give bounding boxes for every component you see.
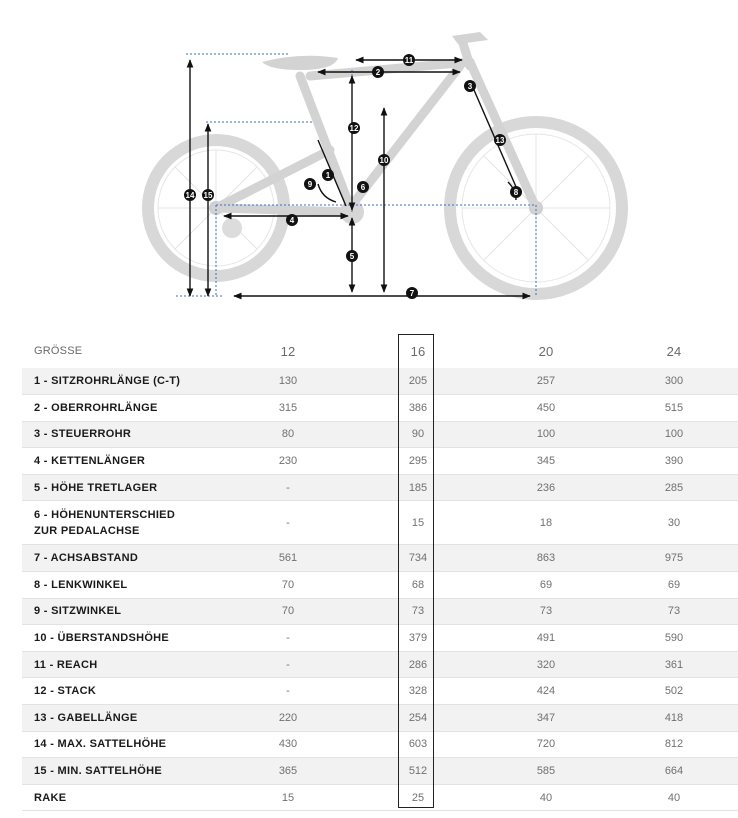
cell-size-24: 590 <box>610 625 738 652</box>
cell-size-20: 18 <box>482 501 610 545</box>
row-label: RAKE <box>22 784 222 811</box>
row-label: 7 - ACHSABSTAND <box>22 545 222 572</box>
cell-size-20: 100 <box>482 421 610 448</box>
cell-size-16: 205 <box>354 368 482 395</box>
cell-size-24: 69 <box>610 572 738 599</box>
cell-size-16: 603 <box>354 731 482 758</box>
cell-size-20: 345 <box>482 448 610 475</box>
geometry-table <box>22 334 738 811</box>
cell-size-20: 257 <box>482 368 610 395</box>
cell-size-20: 424 <box>482 678 610 705</box>
cell-size-16: 68 <box>354 572 482 599</box>
row-label: 10 - ÜBERSTANDSHÖHE <box>22 625 222 652</box>
cell-size-16: 25 <box>354 784 482 811</box>
cell-size-12: - <box>222 651 354 678</box>
table-row <box>22 448 738 475</box>
marker-11: 11 <box>404 56 414 65</box>
cell-size-12: 220 <box>222 705 354 732</box>
row-label: 9 - SITZWINKEL <box>22 598 222 625</box>
row-label: 5 - HÖHE TRETLAGER <box>22 474 222 501</box>
cell-size-16: 328 <box>354 678 482 705</box>
cell-size-12: 430 <box>222 731 354 758</box>
table-row <box>22 758 738 785</box>
cell-size-20: 585 <box>482 758 610 785</box>
cell-size-20: 320 <box>482 651 610 678</box>
cell-size-12: 230 <box>222 448 354 475</box>
cell-size-12: 315 <box>222 395 354 422</box>
cell-size-20: 720 <box>482 731 610 758</box>
row-label: 15 - MIN. SATTELHÖHE <box>22 758 222 785</box>
cell-size-20: 236 <box>482 474 610 501</box>
table-row <box>22 731 738 758</box>
cell-size-24: 73 <box>610 598 738 625</box>
cell-size-24: 285 <box>610 474 738 501</box>
cell-size-24: 300 <box>610 368 738 395</box>
cell-size-20: 69 <box>482 572 610 599</box>
marker-3: 3 <box>467 82 473 91</box>
cell-size-24: 502 <box>610 678 738 705</box>
cell-size-16: 379 <box>354 625 482 652</box>
row-label: 11 - REACH <box>22 651 222 678</box>
table-row <box>22 651 738 678</box>
cell-size-24: 975 <box>610 545 738 572</box>
marker-8: 8 <box>513 188 519 197</box>
cell-size-20: 347 <box>482 705 610 732</box>
table-header-row <box>22 334 738 368</box>
table-row <box>22 625 738 652</box>
size-header-24: 24 <box>666 343 682 359</box>
cell-size-24: 100 <box>610 421 738 448</box>
marker-12: 12 <box>349 124 359 133</box>
cell-size-20: 450 <box>482 395 610 422</box>
cell-size-16: 512 <box>354 758 482 785</box>
cell-size-24: 664 <box>610 758 738 785</box>
size-header-20: 20 <box>538 343 554 359</box>
row-label: 1 - SITZROHRLÄNGE (C-T) <box>22 368 222 395</box>
size-header-16: 16 <box>410 343 426 359</box>
table-row <box>22 705 738 732</box>
marker-14: 14 <box>185 191 195 200</box>
cell-size-12: - <box>222 474 354 501</box>
cell-size-20: 491 <box>482 625 610 652</box>
cell-size-16: 73 <box>354 598 482 625</box>
cell-size-12: - <box>222 501 354 545</box>
row-label: 3 - STEUERROHR <box>22 421 222 448</box>
cell-size-12: - <box>222 678 354 705</box>
row-label: 12 - STACK <box>22 678 222 705</box>
cell-size-24: 515 <box>610 395 738 422</box>
cell-size-24: 40 <box>610 784 738 811</box>
row-label: 14 - MAX. SATTELHÖHE <box>22 731 222 758</box>
cell-size-12: 80 <box>222 421 354 448</box>
cell-size-12: - <box>222 625 354 652</box>
marker-4: 4 <box>289 216 295 225</box>
table-row <box>22 784 738 811</box>
size-header-12: 12 <box>280 343 296 359</box>
marker-10: 10 <box>379 156 389 165</box>
row-label: 4 - KETTENLÄNGER <box>22 448 222 475</box>
row-label: 13 - GABELLÄNGE <box>22 705 222 732</box>
marker-6: 6 <box>360 183 366 192</box>
cell-size-12: 561 <box>222 545 354 572</box>
cell-size-12: 365 <box>222 758 354 785</box>
marker-7: 7 <box>409 289 415 298</box>
table-row <box>22 395 738 422</box>
marker-13: 13 <box>495 136 505 145</box>
cell-size-16: 185 <box>354 474 482 501</box>
table-row <box>22 545 738 572</box>
table-row <box>22 572 738 599</box>
cell-size-24: 390 <box>610 448 738 475</box>
cell-size-20: 73 <box>482 598 610 625</box>
cell-size-12: 130 <box>222 368 354 395</box>
row-label: 2 - OBERROHRLÄNGE <box>22 395 222 422</box>
size-header-label: GRÖSSE <box>34 345 83 357</box>
cell-size-12: 15 <box>222 784 354 811</box>
table-row <box>22 474 738 501</box>
cell-size-12: 70 <box>222 598 354 625</box>
marker-9: 9 <box>307 180 313 189</box>
marker-1: 1 <box>325 171 331 180</box>
bike-geometry-diagram <box>0 0 738 310</box>
table-row <box>22 368 738 395</box>
table-row <box>22 421 738 448</box>
cell-size-16: 286 <box>354 651 482 678</box>
row-label: 8 - LENKWINKEL <box>22 572 222 599</box>
table-row <box>22 678 738 705</box>
cell-size-24: 361 <box>610 651 738 678</box>
marker-5: 5 <box>349 252 355 261</box>
cell-size-24: 418 <box>610 705 738 732</box>
cell-size-16: 386 <box>354 395 482 422</box>
cell-size-20: 40 <box>482 784 610 811</box>
cell-size-20: 863 <box>482 545 610 572</box>
cell-size-12: 70 <box>222 572 354 599</box>
cell-size-16: 90 <box>354 421 482 448</box>
table-row <box>22 501 738 545</box>
table-row <box>22 598 738 625</box>
marker-2: 2 <box>375 68 381 77</box>
cell-size-24: 30 <box>610 501 738 545</box>
cell-size-16: 15 <box>354 501 482 545</box>
cell-size-16: 254 <box>354 705 482 732</box>
cell-size-24: 812 <box>610 731 738 758</box>
cell-size-16: 734 <box>354 545 482 572</box>
cell-size-16: 295 <box>354 448 482 475</box>
row-label: 6 - HÖHENUNTERSCHIED ZUR PEDALACHSE <box>22 501 222 545</box>
marker-15: 15 <box>203 191 213 200</box>
